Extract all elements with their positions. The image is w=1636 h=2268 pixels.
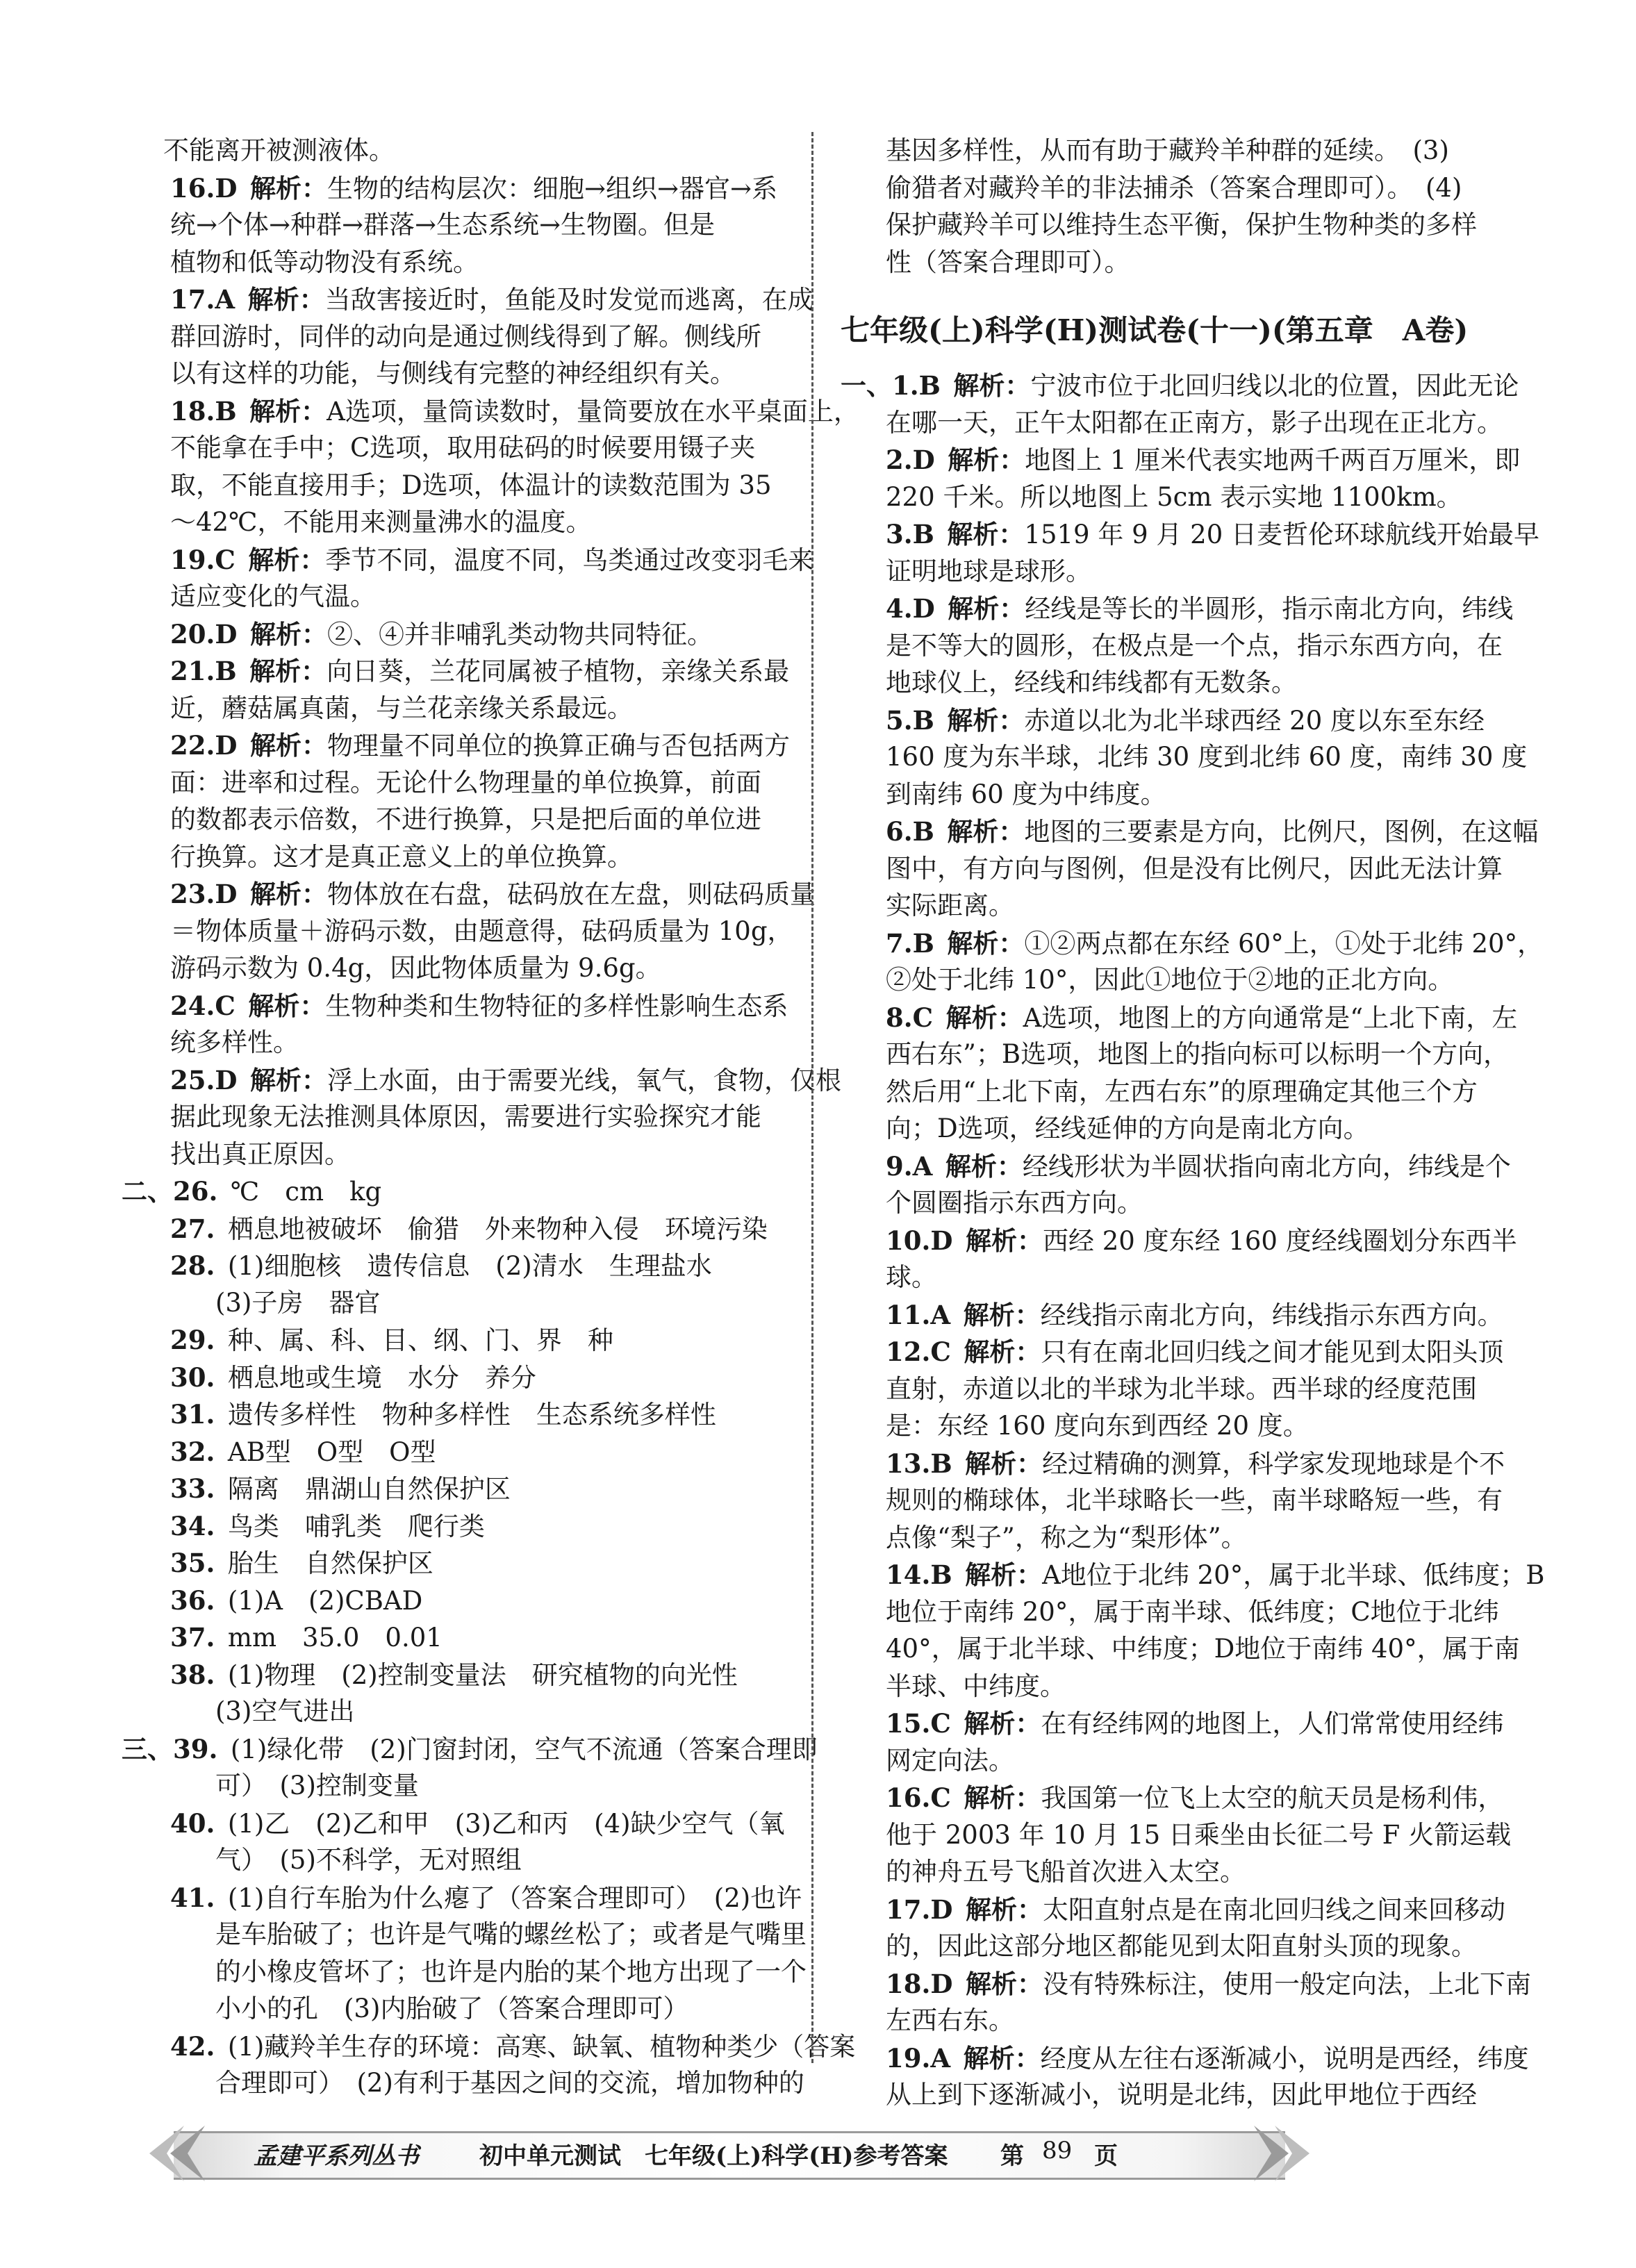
analysis-label: 解析： [247, 284, 325, 315]
answer-text: 统多样性。 [170, 1027, 299, 1057]
question-number: 8.C [886, 1002, 934, 1033]
answer-text: 近，蘑菇属真菌，与兰花亲缘关系最远。 [170, 693, 633, 723]
answer-line [841, 370, 1519, 402]
answer-line [886, 1077, 1478, 1107]
answer-line [886, 1931, 1477, 1962]
answer-text: 160 度为东半球，北纬 30 度到北纬 60 度，南纬 30 度 [886, 742, 1528, 772]
answer-text: 群回游时，同伴的动向是通过侧线得到了解。侧线所 [170, 321, 761, 351]
answer-line [886, 1002, 1517, 1034]
answer-line [886, 1559, 1544, 1591]
answer-text: 只有在南北回归线之间才能见到太阳头顶 [1041, 1337, 1504, 1367]
analysis-label: 解析： [249, 618, 327, 649]
answer-text: 浮上水面，由于需要光线，氧气，食物，仅根 [327, 1065, 841, 1095]
answer-line [170, 581, 376, 612]
question-number: 22.D [170, 730, 238, 761]
column-divider [811, 132, 813, 2063]
answer-text: (1)藏羚羊生存的环境：高寒、缺氧、植物种类少（答案 [227, 2031, 856, 2062]
answer-text: 个圆圈指示东西方向。 [886, 1188, 1143, 1218]
answer-line [170, 1027, 299, 1058]
answer-text: 物理量不同单位的换算正确与否包括两方 [327, 731, 790, 761]
answer-line [170, 1250, 712, 1282]
question-number: 19.A [886, 2042, 951, 2074]
answer-line [886, 1969, 1531, 2000]
answer-line [886, 1225, 1517, 1257]
question-number: 27. [170, 1213, 215, 1244]
answer-text: 植物和低等动物没有系统。 [170, 247, 479, 277]
question-number: 13.B [886, 1448, 952, 1479]
question-number: 16.D [170, 172, 238, 204]
answer-line [170, 1511, 485, 1542]
answer-text: 220 千米。所以地图上 5cm 表示实地 1100km。 [886, 481, 1462, 512]
answer-line [886, 779, 1166, 810]
answer-text: 规则的椭球体，北半球略长一些，南半球略短一些，有 [886, 1485, 1503, 1515]
answer-text: 的神舟五号飞船首次进入太空。 [886, 1857, 1246, 1887]
analysis-label: 解析： [965, 1448, 1043, 1479]
answer-text: 的数都表示倍数，不进行换算，只是把后面的单位进 [170, 804, 761, 834]
answer-line [170, 545, 813, 576]
answer-text: A地位于北纬 20°，属于北半球、低纬度；B [1042, 1560, 1545, 1590]
question-number: 40. [170, 1807, 215, 1839]
answer-text: 小小的孔 (3)内胎破了（答案合理即可） [215, 1994, 689, 2023]
answer-text: A选项，量筒读数时，量筒要放在水平桌面上， [327, 396, 859, 427]
analysis-label: 解析： [947, 704, 1025, 736]
answer-line [886, 1448, 1505, 1480]
analysis-label: 解析： [965, 1225, 1043, 1256]
answer-text: 找出真正原因。 [170, 1139, 350, 1169]
answer-line [886, 1300, 1503, 1331]
question-number: 24.C [170, 990, 236, 1021]
analysis-label: 解析： [249, 395, 327, 427]
answer-text: 经线指示南北方向，纬线指示东西方向。 [1040, 1300, 1503, 1330]
answer-line [886, 2043, 1529, 2074]
answer-text: 左西右东。 [886, 2005, 1014, 2035]
question-number: 二、26. [122, 1176, 218, 1207]
question-number: 32. [170, 1436, 215, 1467]
answer-text: 没有特殊标注，使用一般定向法，上北下南 [1042, 1969, 1531, 1999]
answer-text: 在哪一天，正午太阳都在正南方，影子出现在正北方。 [886, 407, 1503, 438]
answer-line [170, 768, 761, 798]
question-number: 21.B [170, 656, 237, 686]
answer-text: ②处于北纬 10°，因此①地位于②地的正北方向。 [886, 965, 1454, 995]
answer-line [886, 1671, 1066, 1702]
answer-line [886, 742, 1527, 772]
answer-text: 在有经纬网的地图上，人们常常使用经纬 [1041, 1709, 1504, 1739]
question-number: 23.D [170, 879, 238, 909]
answer-text: 地位于南纬 20°，属于南半球、低纬度；C地位于北纬 [886, 1596, 1499, 1627]
answer-line [886, 210, 1477, 240]
answer-text: 向日葵，兰花同属被子植物，亲缘关系最 [327, 656, 790, 686]
answer-line [170, 879, 816, 910]
analysis-label: 解析： [249, 879, 327, 909]
answer-text: 经度从左往右逐渐减小，说明是西经，纬度 [1040, 2043, 1529, 2074]
analysis-label: 解析： [965, 1559, 1043, 1590]
answer-line [170, 1659, 738, 1691]
analysis-label: 解析： [248, 544, 326, 575]
question-number: 2.D [886, 445, 935, 475]
answer-text: A选项，地图上的方向通常是“上北下南，左 [1023, 1002, 1518, 1033]
answer-line [170, 1139, 350, 1170]
answer-line [886, 135, 1449, 166]
analysis-label: 解析： [945, 1150, 1023, 1182]
answer-line [170, 730, 790, 761]
answer-text: 半球、中纬度。 [886, 1671, 1066, 1701]
analysis-label: 解析： [948, 593, 1025, 624]
answer-text: 生物的结构层次：细胞→组织→器官→系 [327, 173, 777, 204]
answer-text: 胎生 自然保护区 [227, 1548, 433, 1578]
question-number: 17.D [886, 1894, 953, 1925]
answer-text: 到南纬 60 度为中纬度。 [886, 779, 1166, 809]
answer-text: 栖息地或生境 水分 养分 [227, 1362, 536, 1393]
answer-line [886, 1523, 1247, 1553]
answer-text: 生物种类和生物特征的多样性影响生态系 [325, 991, 788, 1021]
answer-text: 图中，有方向与图例，但是没有比例尺，因此无法计算 [886, 853, 1503, 884]
answer-line [170, 173, 777, 204]
answer-text: 隔离 鼎湖山自然保护区 [227, 1474, 511, 1504]
answer-line [170, 656, 789, 687]
question-number: 30. [170, 1361, 215, 1393]
answer-line [170, 2031, 855, 2062]
answer-line [215, 1994, 688, 2024]
answer-line [170, 804, 761, 835]
answer-line [886, 1597, 1499, 1628]
answer-text: 宁波市位于北回归线以北的位置，因此无论 [1030, 371, 1519, 401]
answer-line [886, 631, 1503, 661]
answer-line [886, 965, 1453, 995]
answer-text: 40°，属于北半球、中纬度；D地位于南纬 40°，属于南 [886, 1634, 1520, 1664]
analysis-label: 解析： [964, 1782, 1041, 1813]
answer-line [170, 1362, 536, 1393]
answer-line [170, 1214, 768, 1245]
answer-text: 球。 [886, 1262, 937, 1292]
answer-line [170, 247, 479, 278]
answer-text: 赤道以北为北半球西经 20 度以东至东经 [1024, 705, 1485, 736]
analysis-label: 解析： [249, 656, 327, 686]
answer-text: 以有这样的功能，与侧线有完整的神经组织有关。 [170, 358, 736, 388]
answer-text: 可） (3)控制变量 [215, 1771, 419, 1801]
question-number: 19.C [170, 544, 236, 575]
answer-line [886, 1746, 1014, 1776]
right-arrow-icon [1250, 2122, 1313, 2185]
answer-text: 经线是等长的半圆形，指示南北方向，纬线 [1025, 594, 1514, 624]
answer-line [886, 1188, 1143, 1218]
answer-text: 保护藏羚羊可以维持生态平衡，保护生物种类的多样 [886, 210, 1477, 240]
answer-line [886, 247, 1130, 278]
answer-text: 地球仪上，经线和纬线都有无数条。 [886, 668, 1297, 697]
analysis-label: 解析： [248, 990, 326, 1021]
answer-line [886, 519, 1539, 550]
analysis-label: 解析： [963, 1299, 1041, 1330]
answer-line [886, 1782, 1503, 1814]
answer-text: 地图的三要素是方向，比例尺，图例，在这幅 [1024, 817, 1539, 847]
answer-text: (3)子房 器官 [215, 1287, 381, 1318]
answer-line [215, 1288, 380, 1318]
answer-line [886, 482, 1462, 513]
answer-text: 不能离开被测液体。 [163, 135, 395, 165]
section-title: 七年级(上)科学(H)测试卷(十一)(第五章 A卷) [841, 313, 1469, 347]
answer-line [886, 1374, 1477, 1405]
answer-text: 1519 年 9 月 20 日麦哲伦环球航线开始最早 [1024, 520, 1539, 549]
answer-text: 网定向法。 [886, 1745, 1014, 1776]
question-number: 3.B [886, 519, 934, 549]
question-number: 15.C [886, 1708, 951, 1739]
answer-line [170, 1325, 613, 1356]
question-number: 20.D [170, 618, 238, 649]
answer-line [215, 1771, 419, 1801]
answer-text: 西右东”；B选项，地图上的指向标可以标明一个方向， [886, 1039, 1510, 1069]
answer-text: 遗传多样性 物种多样性 生态系统多样性 [227, 1400, 716, 1430]
answer-line [215, 1919, 807, 1950]
page-suffix: 页 [1094, 2142, 1118, 2170]
answer-line [170, 1437, 436, 1468]
question-number: 18.D [886, 1968, 953, 1999]
answer-text: ＝物体质量＋游码示数，由题意得，砝码质量为 10g， [170, 916, 793, 946]
question-number: 41. [170, 1882, 215, 1913]
question-number: 34. [170, 1510, 215, 1541]
answer-line [170, 1473, 511, 1505]
answer-text: 行换算。这才是真正意义上的单位换算。 [170, 841, 633, 872]
question-number: 17.A [170, 284, 236, 315]
answer-text: 证明地球是球形。 [886, 556, 1091, 586]
answer-line [886, 1485, 1503, 1516]
question-number: 25.D [170, 1064, 238, 1095]
analysis-label: 解析： [249, 1064, 327, 1095]
answer-line [886, 668, 1297, 698]
answer-text: 据此现象无法推测具体原因，需要进行实验探究才能 [170, 1102, 761, 1132]
page-footer [174, 2119, 1285, 2188]
answer-text: ～42℃，不能用来测量沸水的温度。 [170, 507, 592, 537]
answer-text: 合理即可） (2)有利于基因之间的交流，增加物种的 [215, 2068, 804, 2098]
answer-line [170, 1548, 433, 1579]
question-number: 18.B [170, 395, 237, 427]
answer-text: (1)绿化带 (2)门窗封闭，空气不流通（答案合理即 [230, 1734, 818, 1764]
answer-line [170, 210, 715, 240]
answer-line [886, 593, 1513, 624]
answer-line [170, 470, 772, 501]
answer-line [886, 1336, 1503, 1368]
answer-text: ℃ cm kg [230, 1177, 382, 1207]
answer-line [122, 1176, 381, 1207]
answer-line [886, 556, 1091, 587]
question-number: 6.B [886, 816, 934, 847]
answer-text: 不能拿在手中；C选项，取用砝码的时候要用镊子夹 [170, 433, 756, 463]
answer-line [170, 693, 633, 724]
answer-line [886, 408, 1503, 438]
answer-line [170, 358, 736, 389]
answer-text: 鸟类 哺乳类 爬行类 [227, 1511, 485, 1541]
answer-text: 物体放在右盘，砝码放在左盘，则砝码质量 [327, 879, 816, 909]
page-number: 89 [1042, 2137, 1073, 2164]
answer-text: (1)细胞核 遗传信息 (2)清水 生理盐水 [227, 1251, 712, 1281]
question-number: 10.D [886, 1225, 953, 1256]
answer-text: 气） (5)不科学，无对照组 [215, 1845, 522, 1875]
answer-text: 经过精确的测算，科学家发现地球是个不 [1042, 1448, 1505, 1479]
answer-text: 性（答案合理即可）。 [886, 247, 1130, 277]
question-number: 37. [170, 1622, 215, 1653]
analysis-label: 解析： [964, 1336, 1041, 1367]
question-number: 16.C [886, 1782, 951, 1813]
analysis-label: 解析： [948, 445, 1025, 475]
answer-text: 偷猎者对藏羚羊的非法捕杀（答案合理即可）。 (4) [886, 172, 1462, 203]
answer-line [170, 1882, 802, 1914]
answer-line [170, 284, 813, 315]
answer-line [170, 991, 788, 1022]
answer-text: (1)自行车胎为什么瘪了（答案合理即可） (2)也许 [227, 1882, 802, 1913]
answer-line [170, 1102, 761, 1132]
answer-line [886, 1039, 1509, 1070]
answer-text: 基因多样性，从而有助于藏羚羊种群的延续。 (3) [886, 135, 1449, 165]
answer-line [886, 2080, 1477, 2110]
answer-line [215, 2068, 804, 2099]
answer-line [886, 173, 1462, 204]
answer-text: 实际距离。 [886, 891, 1014, 920]
answer-text: 点像“梨子”，称之为“梨形体”。 [886, 1522, 1247, 1553]
question-number: 9.A [886, 1150, 933, 1182]
answer-line [215, 1845, 522, 1876]
answer-line [886, 891, 1014, 921]
analysis-label: 解析： [953, 370, 1031, 401]
answer-line [170, 396, 859, 427]
answer-line [886, 928, 1543, 959]
question-number: 38. [170, 1659, 215, 1690]
answer-text: 太阳直射点是在南北回归线之间来回移动 [1042, 1894, 1505, 1925]
analysis-label: 解析： [947, 816, 1025, 847]
answer-text: 统→个体→种群→群落→生态系统→生物圈。但是 [170, 210, 716, 240]
analysis-label: 解析： [964, 1708, 1041, 1739]
answer-line [886, 2005, 1014, 2036]
question-number: 7.B [886, 927, 934, 959]
answer-line [886, 1114, 1369, 1144]
answer-text: (1)物理 (2)控制变量法 研究植物的向光性 [227, 1659, 738, 1690]
answer-text: 的，因此这部分地区都能见到太阳直射头顶的现象。 [886, 1931, 1477, 1961]
answer-line [122, 1734, 818, 1765]
answer-text: 向；D选项，经线延伸的方向是南北方向。 [886, 1114, 1369, 1143]
answer-line [215, 1957, 807, 1987]
answer-text: 经线形状为半圆状指向南北方向，纬线是个 [1022, 1151, 1511, 1182]
answer-line [215, 1696, 354, 1727]
analysis-label: 解析： [249, 172, 327, 204]
question-number: 12.C [886, 1336, 951, 1367]
page-prefix: 第 [1000, 2142, 1024, 2170]
answer-text: ①②两点都在东经 60°上，①处于北纬 20°， [1024, 928, 1544, 959]
answer-text: 我国第一位飞上太空的航天员是杨利伟， [1041, 1783, 1504, 1813]
question-number: 5.B [886, 704, 934, 736]
answer-text: 季节不同，温度不同，鸟类通过改变羽毛来 [325, 545, 814, 575]
answer-line [170, 1808, 785, 1839]
answer-text: 栖息地被破坏 偷猎 外来物种入侵 环境污染 [227, 1214, 768, 1244]
answer-text: 是车胎破了；也许是气嘴的螺丝松了；或者是气嘴里 [215, 1919, 807, 1949]
answer-text: AB型 O型 O型 [227, 1437, 436, 1467]
answer-text: 取，不能直接用手；D选项，体温计的读数范围为 35 [170, 470, 772, 500]
answer-text: 直射，赤道以北的半球为北半球。西半球的经度范围 [886, 1373, 1477, 1404]
answer-text: 当敌害接近时，鱼能及时发觉而逃离，在成 [324, 285, 813, 315]
answer-text: 是不等大的圆形，在极点是一个点，指示东西方向，在 [886, 630, 1503, 661]
answer-text: (1)乙 (2)乙和甲 (3)乙和丙 (4)缺少空气（氧 [227, 1808, 785, 1839]
question-number: 42. [170, 2030, 215, 2062]
answer-text: 西经 20 度东经 160 度经线圈划分东西半 [1042, 1225, 1517, 1256]
answer-line [886, 1151, 1511, 1182]
answer-text: 地图上 1 厘米代表实地两千两百万厘米，即 [1025, 445, 1521, 475]
question-number: 33. [170, 1473, 215, 1504]
question-number: 14.B [886, 1559, 952, 1590]
answer-text: 从上到下逐渐减小，说明是北纬，因此甲地位于西经 [886, 2080, 1477, 2110]
answer-line [886, 854, 1503, 884]
answer-line [886, 1820, 1511, 1851]
answer-text: 他于 2003 年 10 月 15 日乘坐由长征二号 F 火箭运载 [886, 1819, 1512, 1850]
answer-line [170, 322, 761, 352]
answer-line [170, 842, 633, 872]
question-number: 29. [170, 1325, 215, 1355]
question-number: 11.A [886, 1299, 951, 1330]
question-number: 三、39. [122, 1733, 218, 1764]
answer-text: (3)空气进出 [215, 1696, 355, 1726]
answer-line [170, 1065, 841, 1096]
answer-text: 适应变化的气温。 [170, 581, 376, 611]
analysis-label: 解析： [947, 519, 1025, 549]
left-arrow-icon [146, 2122, 208, 2185]
question-number: 36. [170, 1584, 215, 1616]
question-number: 4.D [886, 593, 935, 624]
answer-line [886, 1411, 1309, 1441]
answer-line [886, 816, 1538, 847]
answer-line [886, 1894, 1505, 1926]
series-name: 孟建平系列丛书 [254, 2142, 419, 2170]
answer-line [886, 1634, 1520, 1664]
answer-line [170, 507, 591, 538]
book-title: 初中单元测试 七年级(上)科学(H)参考答案 [479, 2142, 948, 2170]
answer-line [170, 1399, 716, 1430]
answer-line [886, 1708, 1503, 1739]
answer-text: 游码示数为 0.4g，因此物体质量为 9.6g。 [170, 953, 661, 983]
question-number: 31. [170, 1399, 215, 1430]
answer-line [886, 445, 1520, 476]
analysis-label: 解析： [965, 1968, 1043, 1999]
answer-text: 是：东经 160 度向东到西经 20 度。 [886, 1411, 1309, 1441]
analysis-label: 解析： [963, 2042, 1041, 2074]
answer-text: (1)A (2)CBAD [227, 1585, 423, 1616]
answer-line [170, 1585, 422, 1616]
answer-text: 面：进率和过程。无论什么物理量的单位换算，前面 [170, 767, 761, 797]
answer-line [170, 1622, 443, 1653]
answer-text: mm 35.0 0.01 [227, 1623, 443, 1653]
answer-line [170, 916, 793, 947]
answer-line [886, 705, 1485, 736]
answer-text: 然后用“上北下南，左西右东”的原理确定其他三个方 [886, 1076, 1478, 1107]
answer-text: 种、属、科、目、纲、门、界 种 [227, 1325, 613, 1355]
answer-line [886, 1262, 937, 1293]
answer-line [886, 1857, 1246, 1887]
answer-line [170, 953, 661, 984]
answer-line [170, 619, 713, 650]
answer-text: 的小橡皮管坏了；也许是内胎的某个地方出现了一个 [215, 1956, 807, 1987]
analysis-label: 解析： [965, 1894, 1043, 1925]
answer-line [170, 433, 755, 463]
answer-line [163, 135, 395, 166]
analysis-label: 解析： [945, 1002, 1023, 1033]
analysis-label: 解析： [947, 927, 1025, 959]
question-number: 35. [170, 1548, 215, 1578]
question-number: 一、1.B [841, 370, 941, 401]
question-number: 28. [170, 1250, 215, 1281]
analysis-label: 解析： [249, 730, 327, 761]
answer-text: ②、④并非哺乳类动物共同特征。 [327, 619, 713, 649]
